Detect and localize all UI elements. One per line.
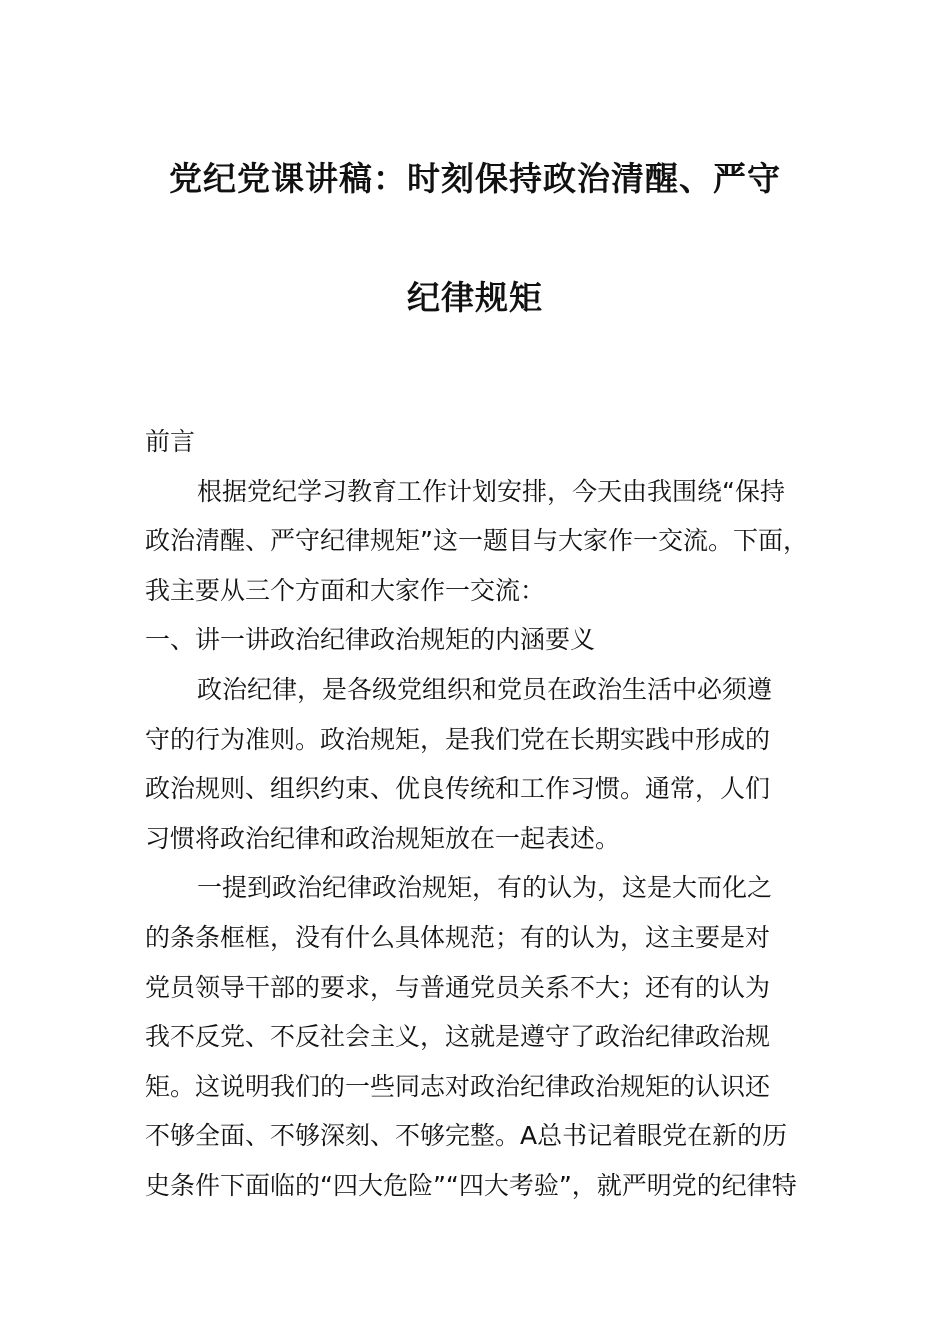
paragraph-line: 习惯将政治纪律和政治规矩放在一起表述。 [145,823,621,853]
paragraph-line: 史条件下面临的“四大危险”“四大考验”，就严明党的纪律特 [145,1170,797,1200]
paragraph-line: 不够全面、不够深刻、不够完整。A总书记着眼党在新的历 [145,1121,788,1151]
paragraph-line: 守的行为准则。政治规矩，是我们党在长期实践中形成的 [145,724,771,754]
paragraph-line: 根据党纪学习教育工作计划安排，今天由我围绕“保持 [197,476,785,506]
paragraph-line: 我不反党、不反社会主义，这就是遵守了政治纪律政治规 [145,1022,771,1052]
paragraph-line: 的条条框框，没有什么具体规范；有的认为，这主要是对 [145,922,771,952]
paragraph-line: 一提到政治纪律政治规矩，有的认为，这是大而化之 [197,873,773,903]
document-title-line-1: 党纪党课讲稿：时刻保持政治清醒、严守 [169,159,781,198]
paragraph-line: 我主要从三个方面和大家作一交流： [145,575,546,605]
paragraph-line: 政治纪律，是各级党组织和党员在政治生活中必须遵 [197,674,773,704]
paragraph-line: 党员领导干部的要求，与普通党员关系不大；还有的认为 [145,972,771,1002]
paragraph-line: 政治清醒、严守纪律规矩”这一题目与大家作一交流。下面， [145,526,808,556]
section-label-preface: 前言 [145,427,196,456]
paragraph-line: 矩。这说明我们的一些同志对政治纪律政治规矩的认识还 [145,1071,771,1101]
paragraph-line: 政治规则、组织约束、优良传统和工作习惯。通常，人们 [145,774,771,804]
document-body [145,417,835,1211]
section-heading-1: 一、讲一讲政治纪律政治规矩的内涵要义 [145,625,596,655]
document-title-line-2: 纪律规矩 [407,278,543,317]
